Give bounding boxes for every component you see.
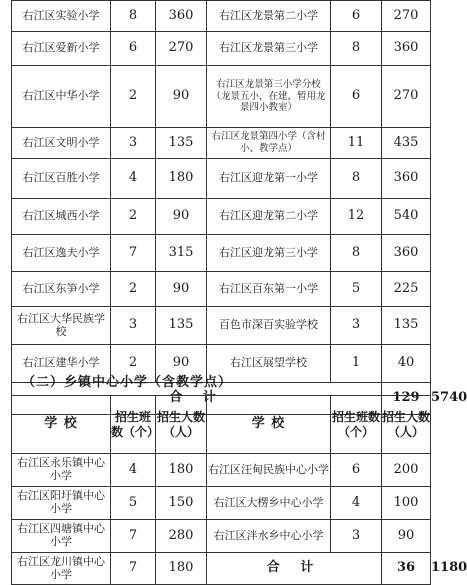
table-row xyxy=(12,199,431,235)
student-count: 270 xyxy=(382,1,431,32)
student-count: 435 xyxy=(382,128,431,159)
table-row xyxy=(12,272,431,307)
student-count: 360 xyxy=(382,159,431,199)
school-name: 右江区龙川镇中心小学 xyxy=(12,553,111,585)
class-count: 3 xyxy=(331,307,382,345)
table-header-row xyxy=(12,396,431,454)
student-count: 270 xyxy=(382,66,431,128)
school-name: 右江区龙景第二小学 xyxy=(207,1,331,32)
table-row xyxy=(12,159,431,199)
class-count: 2 xyxy=(111,272,156,307)
student-count: 180 xyxy=(156,454,207,487)
class-count: 2 xyxy=(111,66,156,128)
school-name: 右江区阳圩镇中心小学 xyxy=(12,487,111,520)
class-count: 7 xyxy=(111,520,156,553)
class-count: 7 xyxy=(111,235,156,272)
table-row xyxy=(12,487,431,520)
class-count: 8 xyxy=(111,1,156,32)
class-count: 4 xyxy=(111,454,156,487)
school-name: 右江区东笋小学 xyxy=(12,272,111,307)
student-count: 135 xyxy=(156,128,207,159)
table-row xyxy=(12,32,431,66)
student-count: 360 xyxy=(156,1,207,32)
table-row xyxy=(12,66,431,128)
class-count: 3 xyxy=(111,307,156,345)
school-name: 右江区迎龙第三小学 xyxy=(207,235,331,272)
school-name: 右江区汪甸民族中心小学 xyxy=(207,454,331,487)
class-count: 4 xyxy=(111,159,156,199)
class-count: 5 xyxy=(111,487,156,520)
school-name: 右江区永乐镇中心小学 xyxy=(12,454,111,487)
class-count: 3 xyxy=(331,520,382,553)
school-name: 右江区泮水乡中心小学 xyxy=(207,520,331,553)
class-count: 6 xyxy=(331,454,382,487)
total-classes: 129 xyxy=(382,383,431,415)
school-name: 右江区四塘镇中心小学 xyxy=(12,520,111,553)
school-name: 右江区城西小学 xyxy=(12,199,111,235)
class-count: 8 xyxy=(331,235,382,272)
school-name: 右江区大楞乡中心小学 xyxy=(207,487,331,520)
header-school: 学 校 xyxy=(207,396,331,454)
header-people: 招生人数（人） xyxy=(382,396,431,454)
school-name: 右江区龙景第四小学（含村小、教学点） xyxy=(207,128,331,159)
student-count: 180 xyxy=(156,553,207,585)
urban-schools-table xyxy=(11,0,467,415)
school-name: 右江区中华小学 xyxy=(12,66,111,128)
table-row xyxy=(12,454,431,487)
total-row: 合 计 129 5740 xyxy=(12,383,431,415)
school-name: 右江区百胜小学 xyxy=(12,159,111,199)
student-count: 90 xyxy=(156,66,207,128)
school-name: 右江区建华小学 xyxy=(12,345,111,383)
student-count: 360 xyxy=(382,32,431,66)
school-name: 右江区逸夫小学 xyxy=(12,235,111,272)
student-count: 100 xyxy=(382,487,431,520)
school-name: 右江区爱新小学 xyxy=(12,32,111,66)
student-count: 150 xyxy=(156,487,207,520)
urban-schools-table-body xyxy=(12,1,467,415)
student-count: 280 xyxy=(156,520,207,553)
school-name: 右江区实验小学 xyxy=(12,1,111,32)
class-count: 1 xyxy=(331,345,382,383)
table-row xyxy=(12,307,431,345)
class-count: 2 xyxy=(111,199,156,235)
header-school: 学 校 xyxy=(12,396,111,454)
student-count: 315 xyxy=(156,235,207,272)
section-title: （二）乡镇中心小学（含教学点） xyxy=(22,375,233,390)
class-count: 8 xyxy=(331,32,382,66)
school-name: 右江区龙景第三小学分校（龙景五小，在建，暂用龙景四小教室） xyxy=(207,66,331,128)
student-count: 270 xyxy=(156,32,207,66)
school-name: 右江区龙景第三小学 xyxy=(207,32,331,66)
table-row xyxy=(12,235,431,272)
school-name: 右江区文明小学 xyxy=(12,128,111,159)
student-count: 135 xyxy=(382,307,431,345)
class-count: 6 xyxy=(111,32,156,66)
total-classes: 36 xyxy=(382,553,431,585)
class-count: 12 xyxy=(331,199,382,235)
township-schools-table-body xyxy=(12,396,467,585)
school-name: 右江区大华民族学校 xyxy=(12,307,111,345)
student-count: 540 xyxy=(382,199,431,235)
class-count: 6 xyxy=(331,1,382,32)
student-count: 90 xyxy=(156,199,207,235)
school-name: 百色市深百实验学校 xyxy=(207,307,331,345)
student-count: 90 xyxy=(382,520,431,553)
table-row: 右江区龙川镇中心小学 7 180 合 计 36 1180 xyxy=(12,553,431,585)
total-label: 合 计 xyxy=(207,553,382,585)
class-count: 3 xyxy=(111,128,156,159)
student-count: 225 xyxy=(382,272,431,307)
header-classes: 招生班数（个） xyxy=(111,396,156,454)
table-row xyxy=(12,128,431,159)
header-people: 招生人数（人） xyxy=(156,396,207,454)
student-count: 90 xyxy=(156,345,207,383)
header-classes: 招生班数（个） xyxy=(331,396,382,454)
school-name: 右江区迎龙第二小学 xyxy=(207,199,331,235)
class-count: 5 xyxy=(331,272,382,307)
student-count: 360 xyxy=(382,235,431,272)
student-count: 180 xyxy=(156,159,207,199)
school-name: 右江区百东第一小学 xyxy=(207,272,331,307)
township-schools-table xyxy=(11,395,467,585)
school-name: 右江区迎龙第一小学 xyxy=(207,159,331,199)
class-count: 6 xyxy=(331,66,382,128)
class-count: 11 xyxy=(331,128,382,159)
class-count: 4 xyxy=(331,487,382,520)
table-row xyxy=(12,520,431,553)
table-row xyxy=(12,1,431,32)
student-count: 135 xyxy=(156,307,207,345)
student-count: 40 xyxy=(382,345,431,383)
total-label: 合 计 xyxy=(12,383,382,415)
class-count: 8 xyxy=(331,159,382,199)
student-count: 90 xyxy=(156,272,207,307)
class-count: 7 xyxy=(111,553,156,585)
class-count: 2 xyxy=(111,345,156,383)
student-count: 200 xyxy=(382,454,431,487)
school-name: 右江区展望学校 xyxy=(207,345,331,383)
